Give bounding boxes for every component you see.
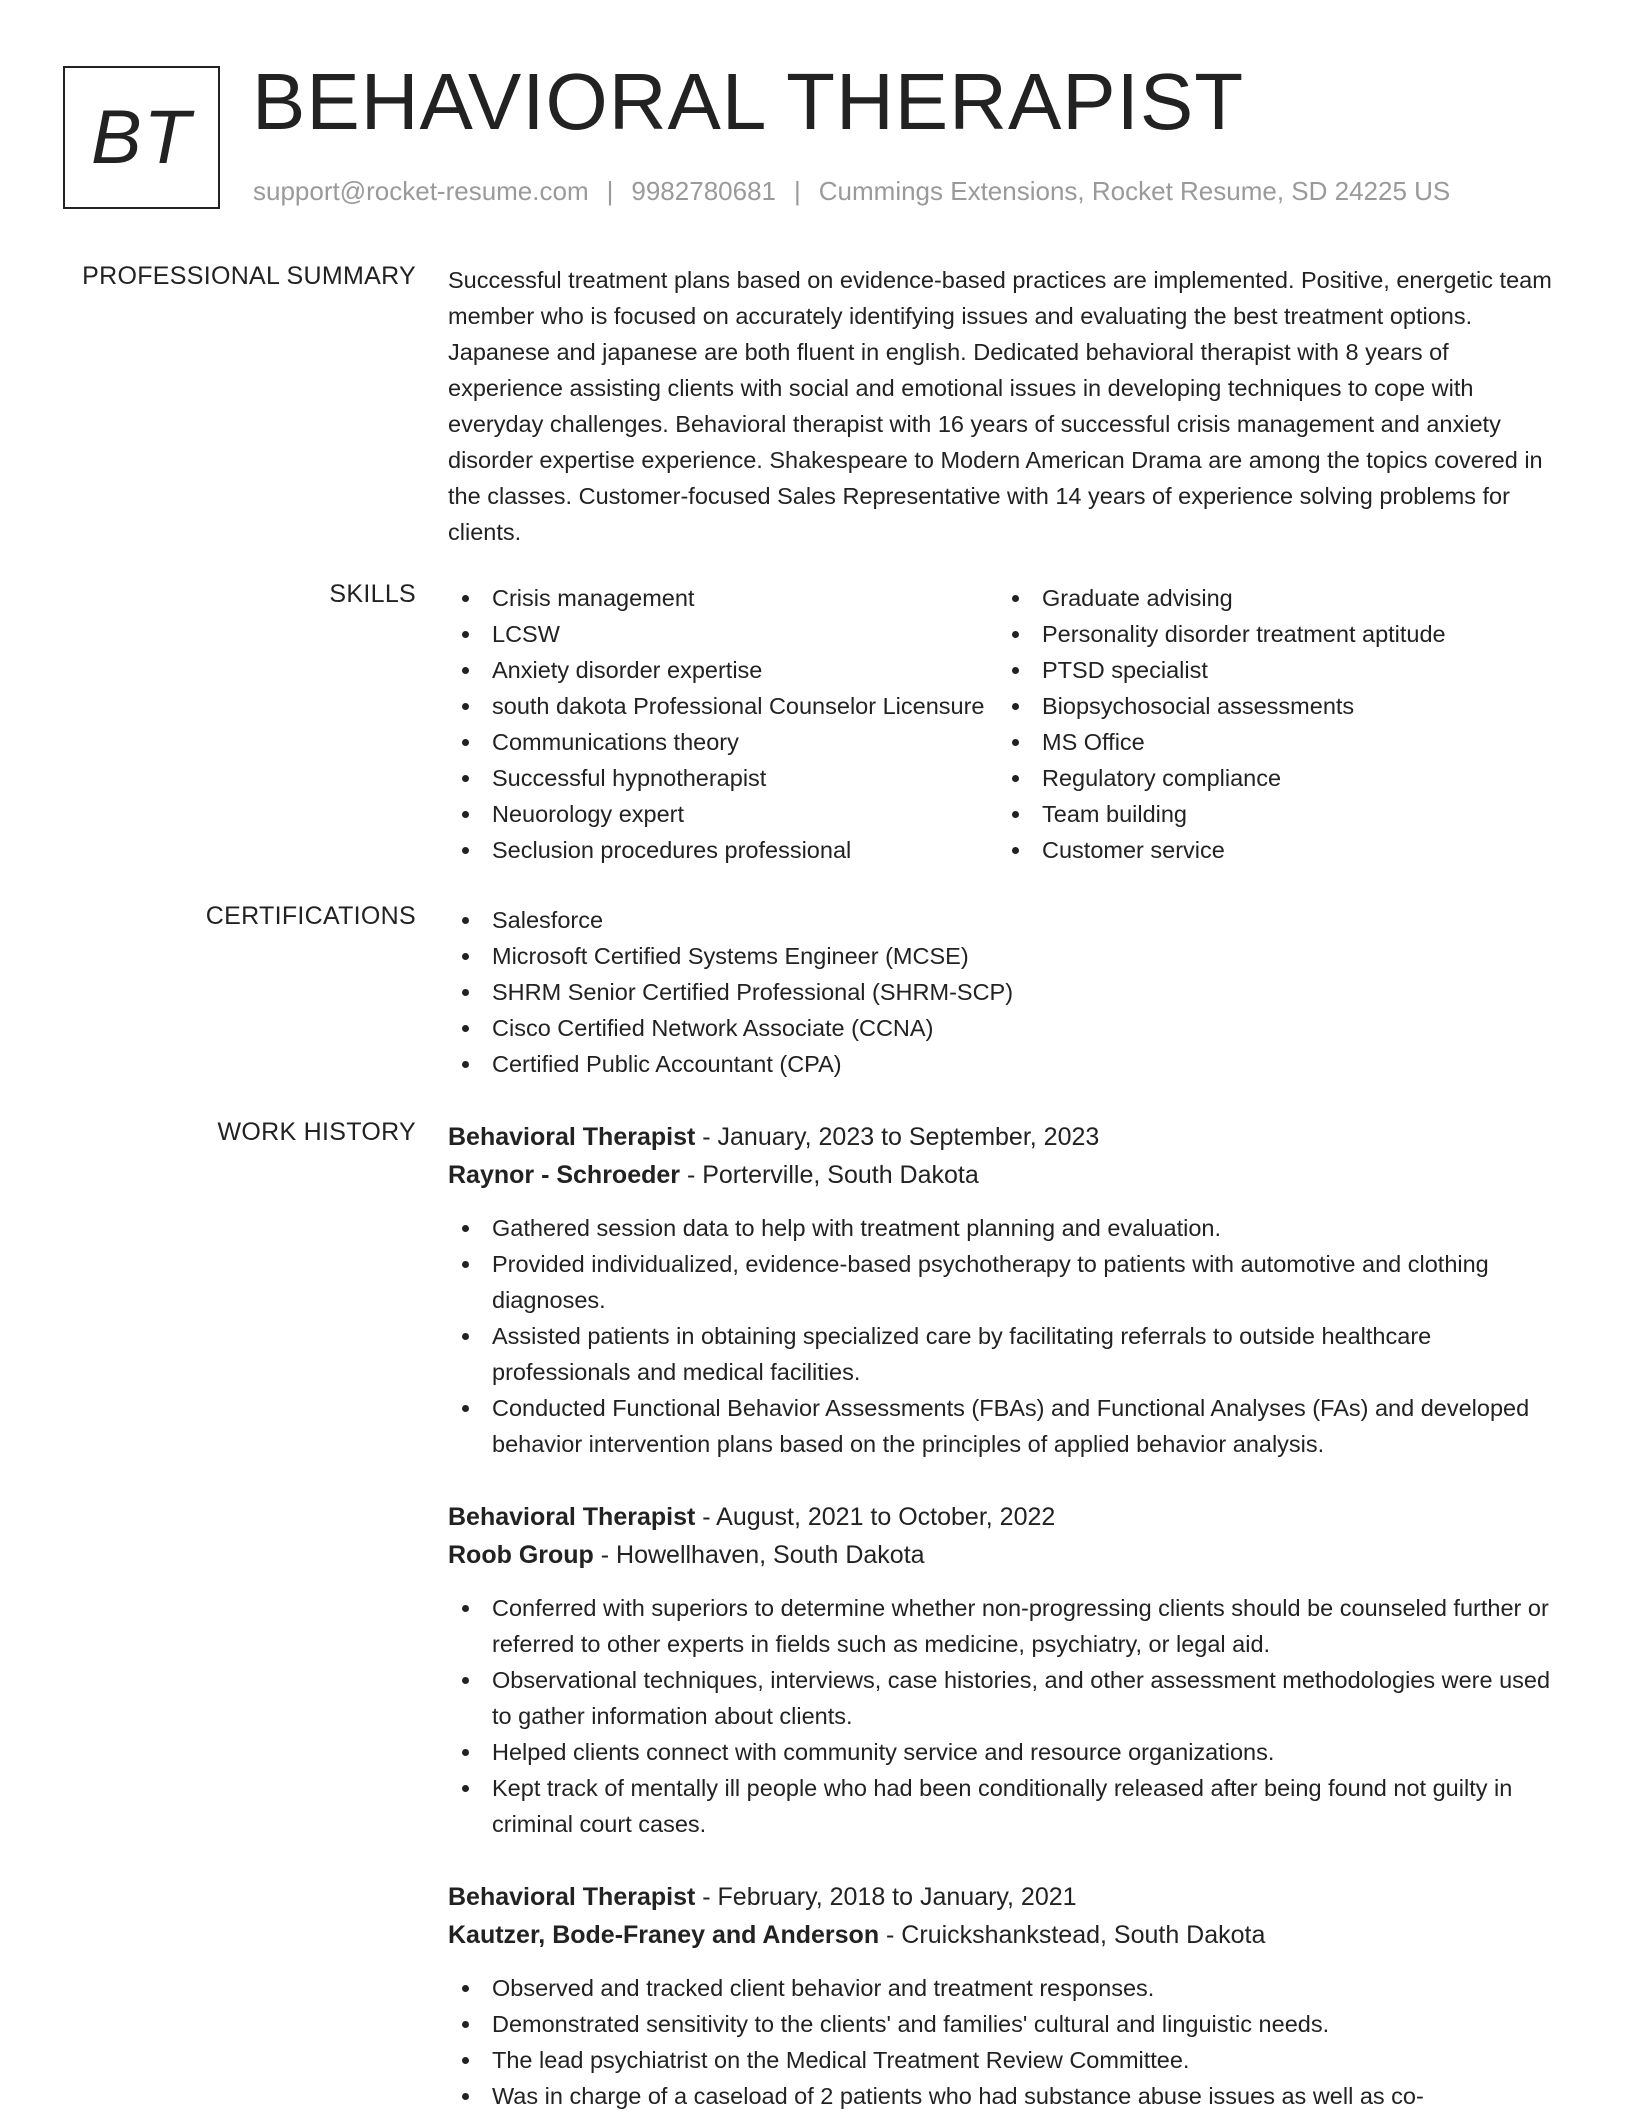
- certification-item: SHRM Senior Certified Professional (SHRM-SCP): [448, 974, 1558, 1010]
- job-entry: [448, 1498, 1558, 1842]
- job-bullet: Helped clients connect with community service and resource organizations.: [448, 1734, 1558, 1770]
- job-company: Raynor - Schroeder: [448, 1161, 681, 1189]
- skill-item: Regulatory compliance: [998, 760, 1548, 796]
- certifications-list: [448, 902, 1558, 1082]
- job-bullets: [448, 1970, 1558, 2112]
- contact-address: Cummings Extensions, Rocket Resume, SD 24225 US: [818, 176, 1451, 206]
- job-company: Roob Group: [448, 1541, 594, 1569]
- skills-column-right: [998, 580, 1548, 868]
- job-bullet: Demonstrated sensitivity to the clients' and families' cultural and linguistic needs.: [448, 2006, 1558, 2042]
- job-entry: [448, 1118, 1558, 1462]
- contact-separator: |: [606, 176, 614, 206]
- job-company-line: [448, 1916, 1558, 1954]
- job-location: - Cruickshankstead, South Dakota: [879, 1921, 1266, 1949]
- job-dates: - January, 2023 to September, 2023: [695, 1123, 1100, 1151]
- contact-separator: |: [794, 176, 801, 206]
- skill-item: Team building: [998, 796, 1548, 832]
- job-dates: - August, 2021 to October, 2022: [695, 1503, 1056, 1531]
- summary-text: Successful treatment plans based on evidence-based practices are implemented. Positive, energetic team member who is focused on accurately identifying issues and evaluating the best treatment options. Japanese and japanese are both fluent in english. Dedicated behavioral therapist with 8 years of experience assisting clients with social and emotional issues in developing techniques to cope with everyday challenges. Behavioral therapist with 16 years of successful crisis management and anxiety disorder expertise experience. Shakespeare to Modern American Drama are among the topics covered in the classes. Customer-focused Sales Representative with 14 years of experience solving problems for clients.: [448, 267, 1552, 545]
- job-company: Kautzer, Bode-Franey and Anderson: [448, 1921, 880, 1949]
- job-title: Behavioral Therapist: [448, 1123, 696, 1151]
- job-bullets: [448, 1210, 1558, 1462]
- job-location: - Howellhaven, South Dakota: [593, 1541, 925, 1569]
- job-entry: [448, 1878, 1558, 2112]
- monogram-box: [63, 66, 220, 209]
- skills-grid: [448, 580, 1558, 868]
- skill-item: Communications theory: [448, 724, 998, 760]
- monogram-initials: BT: [90, 94, 193, 180]
- section-heading-work-history: WORK HISTORY: [217, 1118, 416, 1146]
- skill-item: Graduate advising: [998, 580, 1548, 616]
- job-bullet: Assisted patients in obtaining specialized care by facilitating referrals to outside healthcare professionals and medical facilities.: [448, 1318, 1558, 1390]
- skill-item: south dakota Professional Counselor Licensure: [448, 688, 998, 724]
- job-title-line: [448, 1878, 1558, 1916]
- section-heading-skills: SKILLS: [329, 580, 416, 608]
- section-heading-certifications: CERTIFICATIONS: [205, 902, 416, 930]
- job-bullet: Observed and tracked client behavior and treatment responses.: [448, 1970, 1558, 2006]
- job-title-line: [448, 1118, 1558, 1156]
- job-bullet: Was in charge of a caseload of 2 patients who had substance abuse issues as well as co-: [448, 2078, 1558, 2112]
- job-title: Behavioral Therapist: [448, 1883, 696, 1911]
- skill-item: Seclusion procedures professional: [448, 832, 998, 868]
- job-dates: - February, 2018 to January, 2021: [695, 1883, 1077, 1911]
- job-bullet: Kept track of mentally ill people who had been conditionally released after being found not guilty in criminal court cases.: [448, 1770, 1558, 1842]
- skill-item: PTSD specialist: [998, 652, 1548, 688]
- job-company-line: [448, 1156, 1558, 1194]
- job-company-line: [448, 1536, 1558, 1574]
- certification-item: Salesforce: [448, 902, 1558, 938]
- job-title-line: [448, 1498, 1558, 1536]
- job-bullet: Conducted Functional Behavior Assessments (FBAs) and Functional Analyses (FAs) and developed behavior intervention plans based on the principles of applied behavior analysis.: [448, 1390, 1558, 1462]
- certifications-body: [448, 902, 1558, 1082]
- job-title: Behavioral Therapist: [448, 1503, 696, 1531]
- job-bullet: The lead psychiatrist on the Medical Treatment Review Committee.: [448, 2042, 1558, 2078]
- job-bullets: [448, 1590, 1558, 1842]
- job-bullet: Provided individualized, evidence-based psychotherapy to patients with automotive and clothing diagnoses.: [448, 1246, 1558, 1318]
- skill-item: Neuorology expert: [448, 796, 998, 832]
- job-bullet: Conferred with superiors to determine whether non-progressing clients should be counseled further or referred to other experts in fields such as medicine, psychiatry, or legal aid.: [448, 1590, 1558, 1662]
- job-bullet: Observational techniques, interviews, case histories, and other assessment methodologies were used to gather information about clients.: [448, 1662, 1558, 1734]
- skill-item: Anxiety disorder expertise: [448, 652, 998, 688]
- skill-item: LCSW: [448, 616, 998, 652]
- skill-item: Customer service: [998, 832, 1548, 868]
- skill-item: Crisis management: [448, 580, 998, 616]
- skill-item: MS Office: [998, 724, 1548, 760]
- skill-item: Biopsychosocial assessments: [998, 688, 1548, 724]
- section-heading-summary: PROFESSIONAL SUMMARY: [82, 262, 416, 290]
- skill-item: Personality disorder treatment aptitude: [998, 616, 1548, 652]
- resume-title: BEHAVIORAL THERAPIST: [252, 57, 1245, 146]
- contact-phone[interactable]: 9982780681: [631, 176, 776, 206]
- job-location: - Porterville, South Dakota: [680, 1161, 979, 1189]
- contact-line: [253, 176, 1450, 207]
- skills-column-left: [448, 580, 998, 868]
- work-history-body: [448, 1118, 1558, 2112]
- certification-item: Cisco Certified Network Associate (CCNA): [448, 1010, 1558, 1046]
- skill-item: Successful hypnotherapist: [448, 760, 998, 796]
- certification-item: Microsoft Certified Systems Engineer (MCSE): [448, 938, 1558, 974]
- contact-email[interactable]: support@rocket-resume.com: [253, 176, 589, 206]
- certification-item: Certified Public Accountant (CPA): [448, 1046, 1558, 1082]
- job-bullet: Gathered session data to help with treatment planning and evaluation.: [448, 1210, 1558, 1246]
